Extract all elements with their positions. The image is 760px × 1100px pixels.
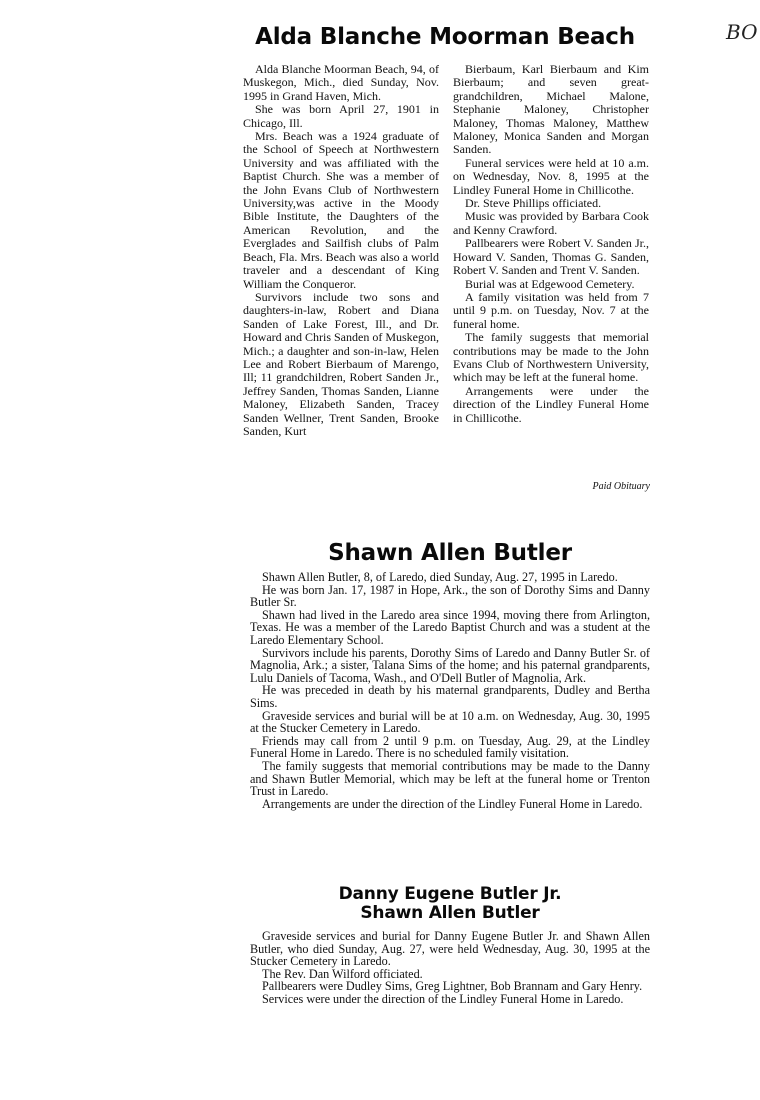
- paragraph: She was born April 27, 1901 in Chicago, Ill.: [243, 102, 439, 130]
- paragraph: Mrs. Beach was a 1924 graduate of the School of Speech at Northwestern University and was affiliated with the Baptist Church. She was a member of the John Evans Club of Northwestern University,was active in the Moody Bible Institute, the Daughters of the American Revolution, and the Everglades and Sailfish clubs of Palm Beach, Fla. Mrs. Beach was also a world traveler and a descendant of King William the Conqueror.: [243, 129, 439, 291]
- paragraph: Burial was at Edgewood Cemetery.: [465, 276, 635, 291]
- paragraph: Graveside services and burial for Danny Eugene Butler Jr. and Shawn Allen Butler, who died Sunday, Aug. 27, were held Wednesday, Aug. 30, 1995 at the Stucker Cemetery in Laredo.: [250, 929, 650, 969]
- paid-obituary-notice: Paid Obituary: [592, 481, 650, 492]
- paragraph: He was preceded in death by his maternal grandparents, Dudley and Bertha Sims.: [250, 683, 650, 710]
- paragraph: Shawn Allen Butler, 8, of Laredo, died Sunday, Aug. 27, 1995 in Laredo.: [262, 570, 618, 584]
- paragraph: Bierbaum, Karl Bierbaum and Kim Bierbaum; and seven great-grandchildren, Michael Malone, Stephanie Maloney, Christopher Maloney, Thomas Maloney, Matthew Maloney, Monica Sanden and Morgan Sanden.: [453, 62, 649, 157]
- obituary-beach-column-2: [453, 63, 649, 425]
- paragraph: Arrangements are under the direction of the Lindley Funeral Home in Laredo.: [262, 796, 643, 811]
- title-line-shawn: Shawn Allen Butler: [360, 903, 540, 923]
- paragraph: A family visitation was held from 7 until 9 p.m. on Tuesday, Nov. 7 at the funeral home.: [453, 289, 649, 331]
- paragraph: The family suggests that memorial contributions may be made to the Danny and Shawn Butler Memorial, which may be left at the funeral home or Trenton Trust in Laredo.: [250, 758, 650, 799]
- paragraph: Pallbearers were Dudley Sims, Greg Lightner, Bob Brannam and Gary Henry.: [262, 979, 643, 994]
- paragraph: Alda Blanche Moorman Beach, 94, of Muskegon, Mich., died Sunday, Nov. 1995 in Grand Haven, Mich.: [243, 62, 439, 103]
- paragraph: Shawn had lived in the Laredo area since 1994, moving there from Arlington, Texas. He was a member of the Laredo Baptist Church and was a student at the Laredo Elementary School.: [250, 607, 650, 647]
- paragraph: Friends may call from 2 until 9 p.m. on Tuesday, Aug. 29, at the Lindley Funeral Home in Laredo. There is no scheduled family visitation.: [250, 733, 650, 761]
- paragraph: Pallbearers were Robert V. Sanden Jr., Howard V. Sanden, Thomas G. Sanden, Robert V. Sanden and Trent V. Sanden.: [453, 236, 649, 278]
- paragraph: The family suggests that memorial contributions may be made to the John Evans Club of Northwestern University, which may be left at the funeral home.: [453, 330, 649, 385]
- handwritten-page-mark: BO: [726, 20, 758, 44]
- obituary-beach-column-1: [243, 63, 439, 438]
- paragraph: Dr. Steve Phillips officiated.: [465, 196, 602, 211]
- paragraph: The Rev. Dan Wilford officiated.: [262, 966, 423, 981]
- obituary-title-shawn-butler: Shawn Allen Butler: [328, 540, 572, 566]
- obituary-butler-joint-body: [250, 930, 650, 1006]
- paragraph: Services were under the direction of the Lindley Funeral Home in Laredo.: [262, 991, 624, 1006]
- paragraph: Arrangements were under the direction of the Lindley Funeral Home in Chillicothe.: [453, 383, 649, 425]
- paragraph: Survivors include two sons and daughters-in-law, Robert and Diana Sanden of Lake Forest, Ill., and Dr. Howard and Chris Sanden of Muskegon, Mich.; a daughter and son-in-law, Helen Lee and Robert Bierbaum of Marengo, Ill; 11 grandchildren, Robert Sanden Jr., Jeffrey Sanden, Thomas Sanden, Lianne Maloney, Elizabeth Sanden, Tracey Sanden Wellner, Trent Sanden, Brooke Sanden, Kurt: [243, 289, 439, 438]
- paragraph: Funeral services were held at 10 a.m. on Wednesday, Nov. 8, 1995 at the Lindley Funeral Home in Chillicothe.: [453, 155, 649, 197]
- obituary-shawn-butler-body: [250, 571, 650, 810]
- title-line-danny: Danny Eugene Butler Jr.: [338, 884, 562, 904]
- paragraph: Survivors include his parents, Dorothy Sims of Laredo and Danny Butler Sr. of Magnolia, Ark.; a sister, Talana Sims of the home; and his paternal grandparents, Lulu Daniels of Tacoma, Wash., and O'Dell Butler of Magnolia, Ark.: [250, 645, 650, 685]
- obituary-title-butler-joint: [250, 885, 650, 923]
- paragraph: Music was provided by Barbara Cook and Kenny Crawford.: [453, 209, 649, 237]
- paragraph: He was born Jan. 17, 1987 in Hope, Ark., the son of Dorothy Sims and Danny Butler Sr.: [250, 582, 650, 610]
- obituary-title-beach: Alda Blanche Moorman Beach: [255, 24, 635, 50]
- paragraph: Graveside services and burial will be at 10 a.m. on Wednesday, Aug. 30, 1995 at the Stucker Cemetery in Laredo.: [250, 708, 650, 736]
